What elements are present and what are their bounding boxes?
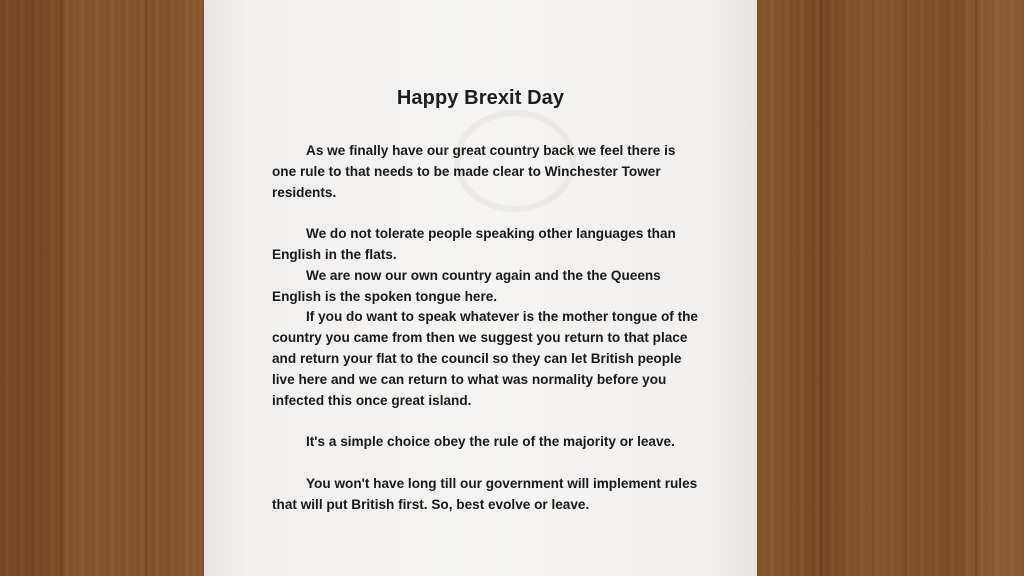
notice-title: Happy Brexit Day — [396, 87, 565, 109]
wood-grain-line — [820, 0, 822, 576]
notice-paragraph: We are now our own country again and the the Queens English is the spoken tongue here. — [272, 267, 661, 304]
notice-paragraph: You won't have long till our government will implement rules that will put British first. So, best evolve or leave. — [272, 475, 698, 512]
posted-notice-paper — [204, 0, 757, 576]
wood-grain-line — [60, 0, 62, 576]
wood-grain-line — [145, 0, 147, 576]
notice-paragraph: As we finally have our great country back we feel there is one rule to that needs to be made clear to Winchester Tower residents. — [272, 143, 676, 200]
notice-paragraph: It's a simple choice obey the rule of the majority or leave. — [306, 434, 675, 450]
notice-body — [272, 141, 702, 515]
notice-paragraph: We do not tolerate people speaking other languages than English in the flats. — [272, 226, 676, 262]
wood-grain-line — [975, 0, 977, 576]
notice-paragraph: If you do want to speak whatever is the mother tongue of the country you came from then we suggest you return to that place and return your flat to the council so they can let British people live here and we can return to what was normality before you infected this once great island. — [272, 309, 698, 408]
wood-grain-line — [905, 0, 907, 576]
